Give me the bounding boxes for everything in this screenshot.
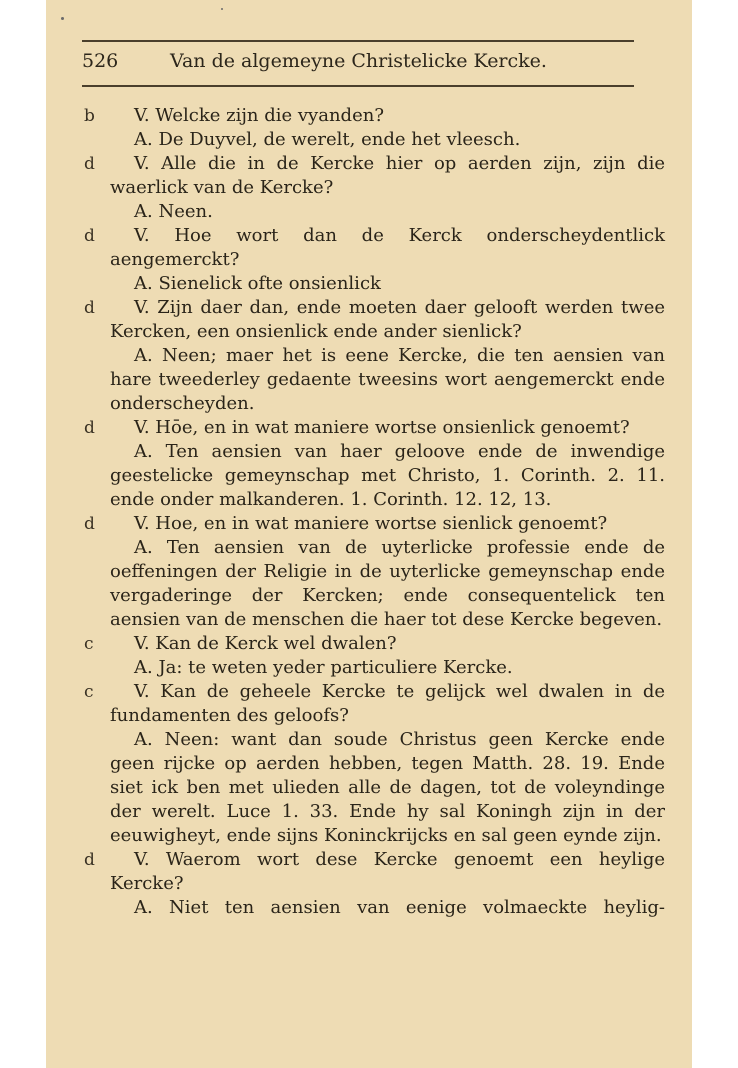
catechism-text — [84, 104, 665, 920]
paragraph — [110, 272, 665, 296]
paragraph — [84, 680, 665, 728]
paragraph-text: V. Kan de Kerck wel dwalen? — [134, 633, 397, 654]
paragraph-text: A. Neen; maer het is eene Kercke, die ten aensien van hare tweederley gedaente tweesins wort aengemerckt ende onderscheyden. — [110, 345, 665, 414]
running-header — [82, 50, 634, 78]
paragraph-text: V. Zijn daer dan, ende moeten daer gelooft werden twee Kercken, een onsienlick ende ander sienlick? — [110, 297, 665, 342]
margin-marker: d — [84, 298, 95, 318]
paper-speck — [61, 17, 64, 20]
margin-marker: b — [84, 106, 95, 126]
paragraph-text: A. Sienelick ofte onsienlick — [134, 273, 381, 294]
paragraph-text: V. Alle die in de Kercke hier op aerden zijn, zijn die waerlick van de Kercke? — [110, 153, 665, 198]
margin-marker: c — [84, 634, 94, 654]
paragraph-text: V. Welcke zijn die vyanden? — [134, 105, 384, 126]
margin-marker: d — [84, 514, 95, 534]
page-number: 526 — [82, 50, 119, 72]
paragraph-text: V. Kan de geheele Kercke te gelijck wel dwalen in de fundamenten des geloofs? — [110, 681, 665, 726]
paragraph — [110, 128, 665, 152]
paragraph — [110, 440, 665, 512]
paragraph — [84, 416, 665, 440]
margin-marker: c — [84, 682, 94, 702]
paragraph — [110, 200, 665, 224]
paragraph — [84, 632, 665, 656]
paragraph-text: V. Hoe, en in wat maniere wortse sienlick genoemt? — [134, 513, 608, 534]
paragraph — [84, 104, 665, 128]
paragraph-text: A. Ten aensien van de uyterlicke professie ende de oeffeningen der Religie in de uyterlicke gemeynschap ende vergaderinge der Kercken; ende consequentelick ten aensien van de menschen die haer tot dese Kercke begeven. — [110, 537, 665, 630]
paragraph-text: A. Neen: want dan soude Christus geen Kercke ende geen rijcke op aerden hebben, tegen Matth. 28. 19. Ende siet ick ben met ulieden alle de dagen, tot de voleyndinge der werelt. Luce 1. 33. Ende hy sal Koningh zijn in der eeuwigheyt, ende sijns Koninckrijcks en sal geen eynde zijn. — [110, 729, 665, 846]
paragraph-text: V. Waerom wort dese Kercke genoemt een heylige Kercke? — [110, 849, 665, 894]
running-title: Van de algemeyne Christelicke Kercke. — [170, 50, 547, 72]
margin-marker: d — [84, 154, 95, 174]
margin-marker: d — [84, 418, 95, 438]
header-rule-top — [82, 40, 634, 42]
paragraph-text: A. Ten aensien van haer geloove ende de inwendige geestelicke gemeynschap met Christo, 1. Corinth. 2. 11. ende onder malkanderen. 1. Corinth. 12. 12, 13. — [110, 441, 665, 510]
paragraph — [110, 728, 665, 848]
paragraph — [84, 848, 665, 896]
paper-speck — [221, 8, 223, 10]
paragraph — [84, 296, 665, 344]
paragraph — [110, 344, 665, 416]
paragraph-text: V. Hoe wort dan de Kerck onderscheydentlick aengemerckt? — [110, 225, 665, 270]
paragraph-text: A. De Duyvel, de werelt, ende het vleesch. — [134, 129, 521, 150]
paragraph — [110, 656, 665, 680]
paragraph — [110, 896, 665, 920]
paragraph-text: A. Neen. — [134, 201, 213, 222]
paragraph-text: A. Ja: te weten yeder particuliere Kercke. — [134, 657, 513, 678]
paragraph — [84, 224, 665, 272]
margin-marker: d — [84, 226, 95, 246]
paragraph-text: A. Niet ten aensien van eenige volmaeckte heylig- — [134, 897, 665, 918]
margin-marker: d — [84, 850, 95, 870]
header-rule-bottom — [82, 85, 634, 87]
paragraph-text: V. Hōe, en in wat maniere wortse onsienlick genoemt? — [134, 417, 630, 438]
paragraph — [84, 512, 665, 536]
paragraph — [110, 536, 665, 632]
paragraph — [84, 152, 665, 200]
